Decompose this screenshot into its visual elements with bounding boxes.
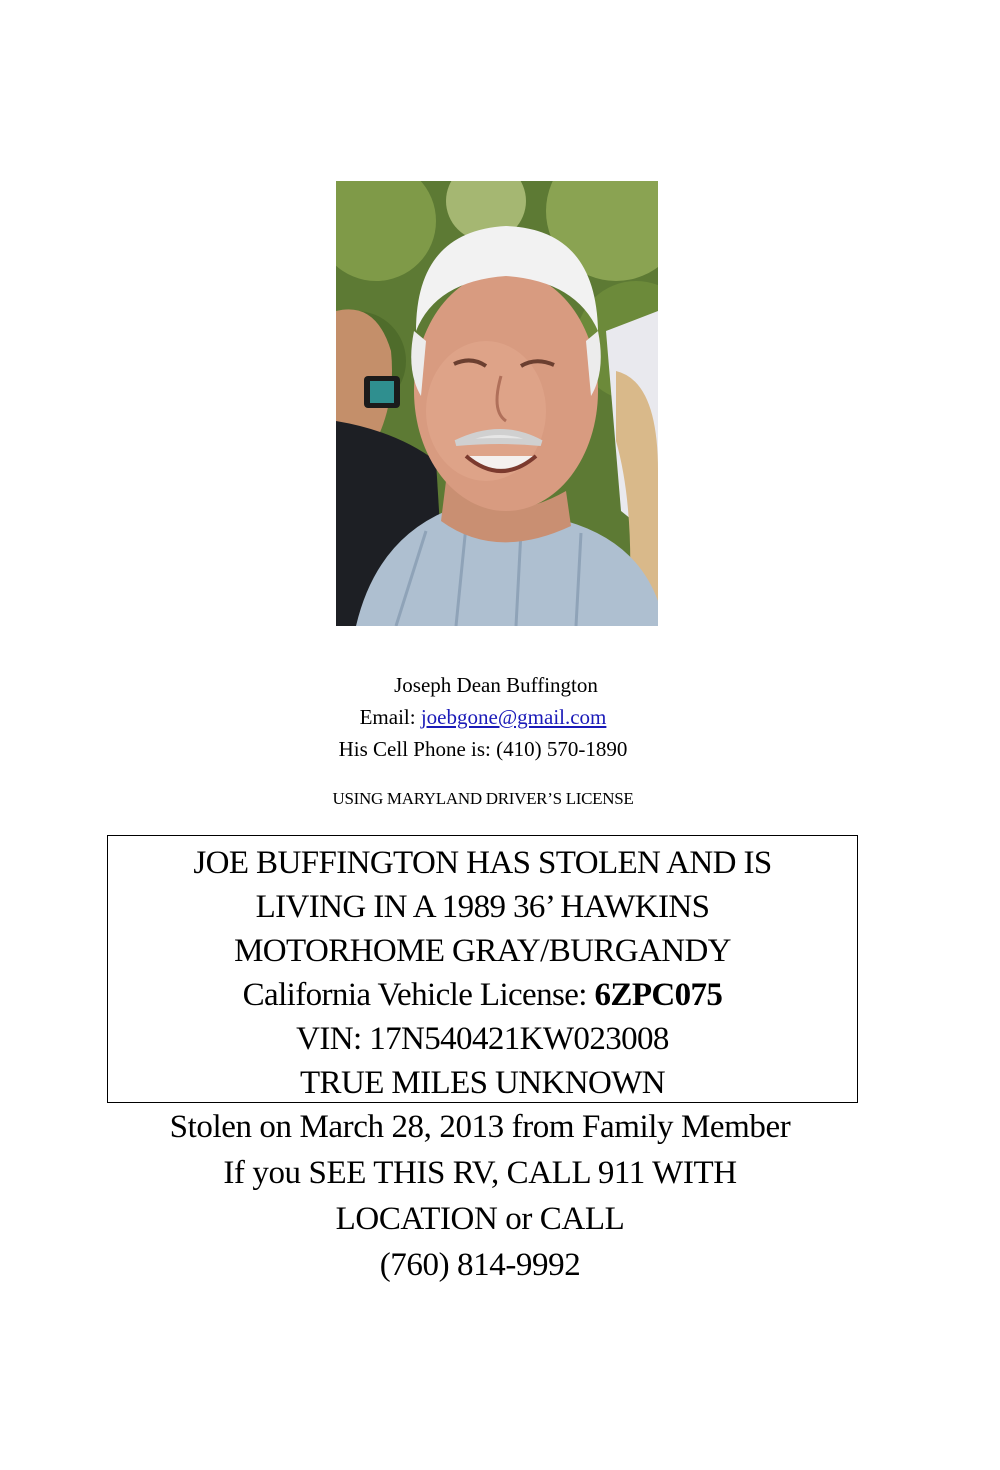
email-line <box>0 705 966 730</box>
license-note: USING MARYLAND DRIVER’S LICENSE <box>332 789 634 808</box>
vehicle-license-line <box>108 977 857 1014</box>
vehicle-license-label: California Vehicle License: <box>242 977 587 1013</box>
stolen-notice-box <box>107 835 858 1103</box>
vin-line: VIN: 17N540421KW023008 <box>296 1021 669 1057</box>
email-label: Email: <box>359 705 416 729</box>
person-photo <box>336 181 658 626</box>
notice-line-3: MOTORHOME GRAY/BURGANDY <box>234 933 731 969</box>
vehicle-license-plate: 6ZPC075 <box>594 977 723 1013</box>
person-name: Joseph Dean Buffington <box>394 673 598 697</box>
stolen-date-line: Stolen on March 28, 2013 from Family Member <box>169 1109 791 1145</box>
call-instruction-line: If you SEE THIS RV, CALL 911 WITH <box>223 1155 737 1191</box>
location-line: LOCATION or CALL <box>335 1201 625 1237</box>
email-link[interactable]: joebgone@gmail.com <box>420 705 607 729</box>
notice-line-1: JOE BUFFINGTON HAS STOLEN AND IS <box>193 845 772 881</box>
cell-phone-line: His Cell Phone is: (410) 570-1890 <box>338 737 628 761</box>
contact-phone: (760) 814-9992 <box>379 1247 581 1283</box>
notice-line-2: LIVING IN A 1989 36’ HAWKINS <box>255 889 710 925</box>
miles-line: TRUE MILES UNKNOWN <box>300 1065 665 1101</box>
